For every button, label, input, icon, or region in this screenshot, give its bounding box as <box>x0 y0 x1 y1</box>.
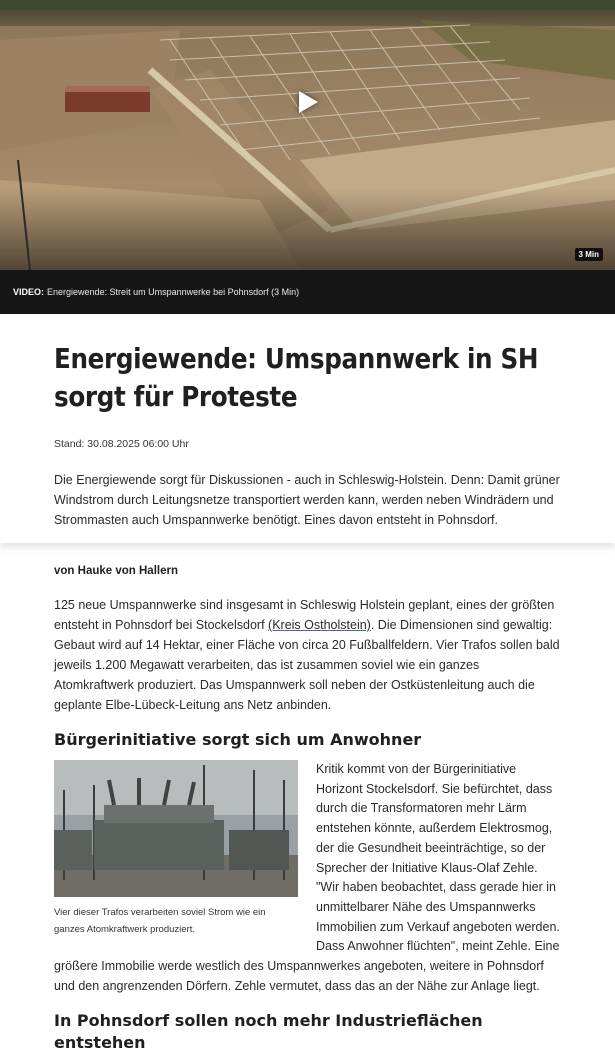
article-timestamp: Stand: 30.08.2025 06:00 Uhr <box>54 438 189 450</box>
video-player[interactable] <box>0 0 615 314</box>
paragraph-1-text-b: . Die Dimensionen sind gewaltig: Gebaut wird auf 14 Hektar, einer Fläche von circa 20 Fußballfeldern. Vier Trafos sollen bald jeweils 1.200 Megawatt verarbeiten, das ist zusammen soviel wie ein ganzes Atomkraftwerk produziert. Das Umspannwerk soll neben der Ostküstenleitung auch die geplante Elbe-Lübeck-Leitung ans Netz anbinden. <box>54 618 560 712</box>
article-author: von Hauke von Hallern <box>54 565 178 577</box>
video-caption-text: Energiewende: Streit um Umspannwerke bei Pohnsdorf (3 Min) <box>47 287 300 297</box>
paragraph-1 <box>54 595 561 715</box>
play-icon <box>297 90 319 114</box>
subheading-pohnsdorf: In Pohnsdorf sollen noch mehr Industrieflächen entstehen <box>54 1011 483 1053</box>
video-caption <box>0 270 615 314</box>
play-button[interactable] <box>288 80 328 124</box>
article-header <box>0 314 615 543</box>
transformer-image[interactable] <box>54 760 298 897</box>
link-kreis-ostholstein[interactable]: (Kreis Ostholstein) <box>268 618 371 632</box>
article-body <box>0 543 615 1054</box>
video-caption-prefix: VIDEO: <box>13 287 45 297</box>
article-figure <box>54 760 298 938</box>
figure-caption: Vier dieser Trafos verarbeiten soviel Strom wie ein ganzes Atomkraftwerk produziert. <box>54 907 266 935</box>
video-thumbnail <box>0 0 615 270</box>
article-title: Energiewende: Umspannwerk in SH sorgt für Proteste <box>54 342 539 413</box>
paragraph-2: Kritik kommt von der Bürgerinitiative Horizont Stockelsdorf. Sie befürchtet, dass durch die Transformatoren mehr Lärm entstehen könnte, außerdem Elektrosmog, der die Gesundheit beeinträchtige, so der Sprecher der Initiative Klaus-Olaf Zehle. "Wir haben beobachtet, dass gerade hier in unmittelbarer Nähe des Umspannwerks Immobilien zum Verkauf angeboten werden. Dass Anwohner flüchten", meint Zehle. Eine größere Immobilie werde westlich des Umspannwerkes angeboten, weitere in Pohnsdorf und den angrenzenden Dörfern. Zehle vermutet, dass das an der Nähe zur Anlage liegt. <box>54 762 560 993</box>
video-duration-badge: 3 Min <box>575 248 603 261</box>
subheading-buergerinitiative: Bürgerinitiative sorgt sich um Anwohner <box>54 730 422 749</box>
paragraph-1-text-a: 125 neue Umspannwerke sind insgesamt in Schleswig Holstein geplant, eines der größten entsteht in Pohnsdorf bei Stockelsdorf <box>54 598 555 632</box>
article-lead: Die Energiewende sorgt für Diskussionen - auch in Schleswig-Holstein. Denn: Damit grüner Windstrom durch Leitungsnetze transportiert werden kann, werden neben Windrädern und Strommasten auch Umspannwerke benötigt. Eines davon entsteht in Pohnsdorf. <box>54 473 560 527</box>
